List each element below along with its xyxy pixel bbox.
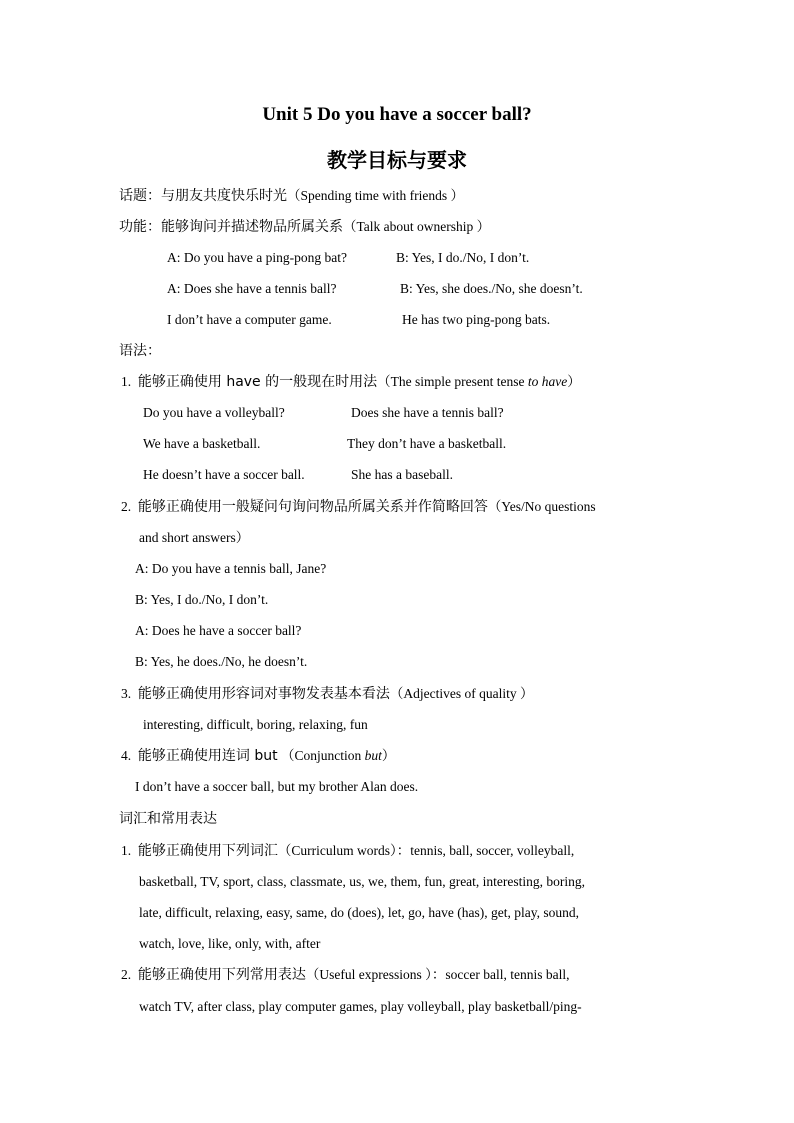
grammar-4-example: I don’t have a soccer ball, but my brother Alan does.: [135, 779, 419, 794]
vocab-item-2-chinese: 能够正确使用下列常用表达: [137, 967, 306, 983]
grammar-1-example-1b: Does she have a tennis ball?: [351, 405, 504, 420]
grammar-item-2-chinese: 能够正确使用一般疑问句询问物品所属关系并作简略回答: [137, 499, 488, 515]
function-example-2b: B: Yes, she does./No, she doesn’t.: [400, 281, 583, 296]
grammar-label: 语法：: [119, 343, 161, 359]
grammar-2-example-4: B: Yes, he does./No, he doesn’t.: [135, 654, 308, 669]
grammar-item-4-italic: but: [364, 748, 382, 763]
vocab-2-line-1: watch TV, after class, play computer games, play volleyball, play basketball/ping-: [139, 999, 582, 1014]
grammar-2-example-1: A: Do you have a tennis ball, Jane?: [135, 561, 327, 576]
grammar-1-example-2b: They don’t have a basketball.: [347, 436, 507, 451]
function-label: 功能：能够询问并描述物品所属关系: [119, 219, 343, 235]
vocab-1-line-2: late, difficult, relaxing, easy, same, do (does), let, go, have (has), get, play, sound,: [139, 905, 579, 920]
function-example-3b: He has two ping-pong bats.: [402, 312, 551, 327]
vocab-item-1-number: 1.: [121, 843, 132, 858]
vocab-1-line-3: watch, love, like, only, with, after: [139, 936, 321, 951]
vocab-item-2-number: 2.: [121, 967, 132, 982]
grammar-item-1: [121, 372, 581, 392]
grammar-1-example-1a: Do you have a volleyball?: [143, 405, 285, 420]
grammar-1-example-3b: She has a baseball.: [351, 467, 453, 482]
grammar-item-3-number: 3.: [121, 686, 132, 701]
grammar-item-2-number: 2.: [121, 499, 132, 514]
vocab-label: 词汇和常用表达: [119, 811, 217, 827]
vocab-item-1-english: （Curriculum words）：tennis, ball, soccer, volleyball,: [277, 843, 575, 858]
grammar-item-3-english: （Adjectives of quality ）: [389, 686, 534, 701]
grammar-item-1-english: （The simple present tense: [377, 374, 528, 389]
vocab-item-2: [121, 965, 569, 985]
topic-line: [119, 186, 464, 206]
grammar-item-2-english: （Yes/No questions: [487, 499, 596, 514]
grammar-item-4-close: ）: [381, 748, 396, 763]
grammar-item-4-english: （Conjunction: [277, 748, 365, 763]
grammar-item-4-chinese: 能够正确使用连词 but: [137, 748, 278, 764]
grammar-1-example-2a: We have a basketball.: [143, 436, 261, 451]
grammar-3-examples: interesting, difficult, boring, relaxing, fun: [143, 717, 368, 732]
vocab-1-line-1: basketball, TV, sport, class, classmate, us, we, them, fun, great, interesting, boring,: [139, 874, 586, 889]
grammar-item-1-italic: to have: [527, 374, 568, 389]
grammar-item-3-chinese: 能够正确使用形容词对事物发表基本看法: [137, 686, 390, 702]
function-example-3a: I don’t have a computer game.: [167, 312, 332, 327]
grammar-item-2: [121, 497, 596, 517]
vocab-item-1: [121, 841, 574, 861]
topic-english: （Spending time with friends ）: [287, 188, 464, 203]
vocab-item-1-chinese: 能够正确使用下列词汇: [137, 843, 278, 859]
grammar-2-example-2: B: Yes, I do./No, I don’t.: [135, 592, 269, 607]
function-english: （Talk about ownership ）: [343, 219, 491, 234]
vocab-item-2-english: （Useful expressions ）：soccer ball, tennis ball,: [305, 967, 570, 982]
function-example-1a: A: Do you have a ping-pong bat?: [167, 250, 347, 265]
function-example-2a: A: Does she have a tennis ball?: [167, 281, 337, 296]
grammar-item-1-close: ）: [567, 374, 581, 389]
grammar-item-4: [121, 746, 395, 766]
grammar-item-4-number: 4.: [121, 748, 132, 763]
grammar-item-3: [121, 684, 533, 704]
function-example-1b: B: Yes, I do./No, I don’t.: [396, 250, 530, 265]
document-title: Unit 5 Do you have a soccer ball?: [262, 104, 532, 125]
topic-label: 话题：与朋友共度快乐时光: [119, 188, 287, 204]
document-subtitle: 教学目标与要求: [327, 148, 467, 172]
grammar-2-example-3: A: Does he have a soccer ball?: [135, 623, 302, 638]
grammar-item-1-number: 1.: [121, 374, 132, 389]
grammar-item-1-chinese: 能够正确使用 have 的一般现在时用法: [137, 374, 378, 390]
function-line: [119, 217, 490, 237]
grammar-item-2-continuation: and short answers）: [139, 530, 250, 545]
grammar-1-example-3a: He doesn’t have a soccer ball.: [143, 467, 305, 482]
